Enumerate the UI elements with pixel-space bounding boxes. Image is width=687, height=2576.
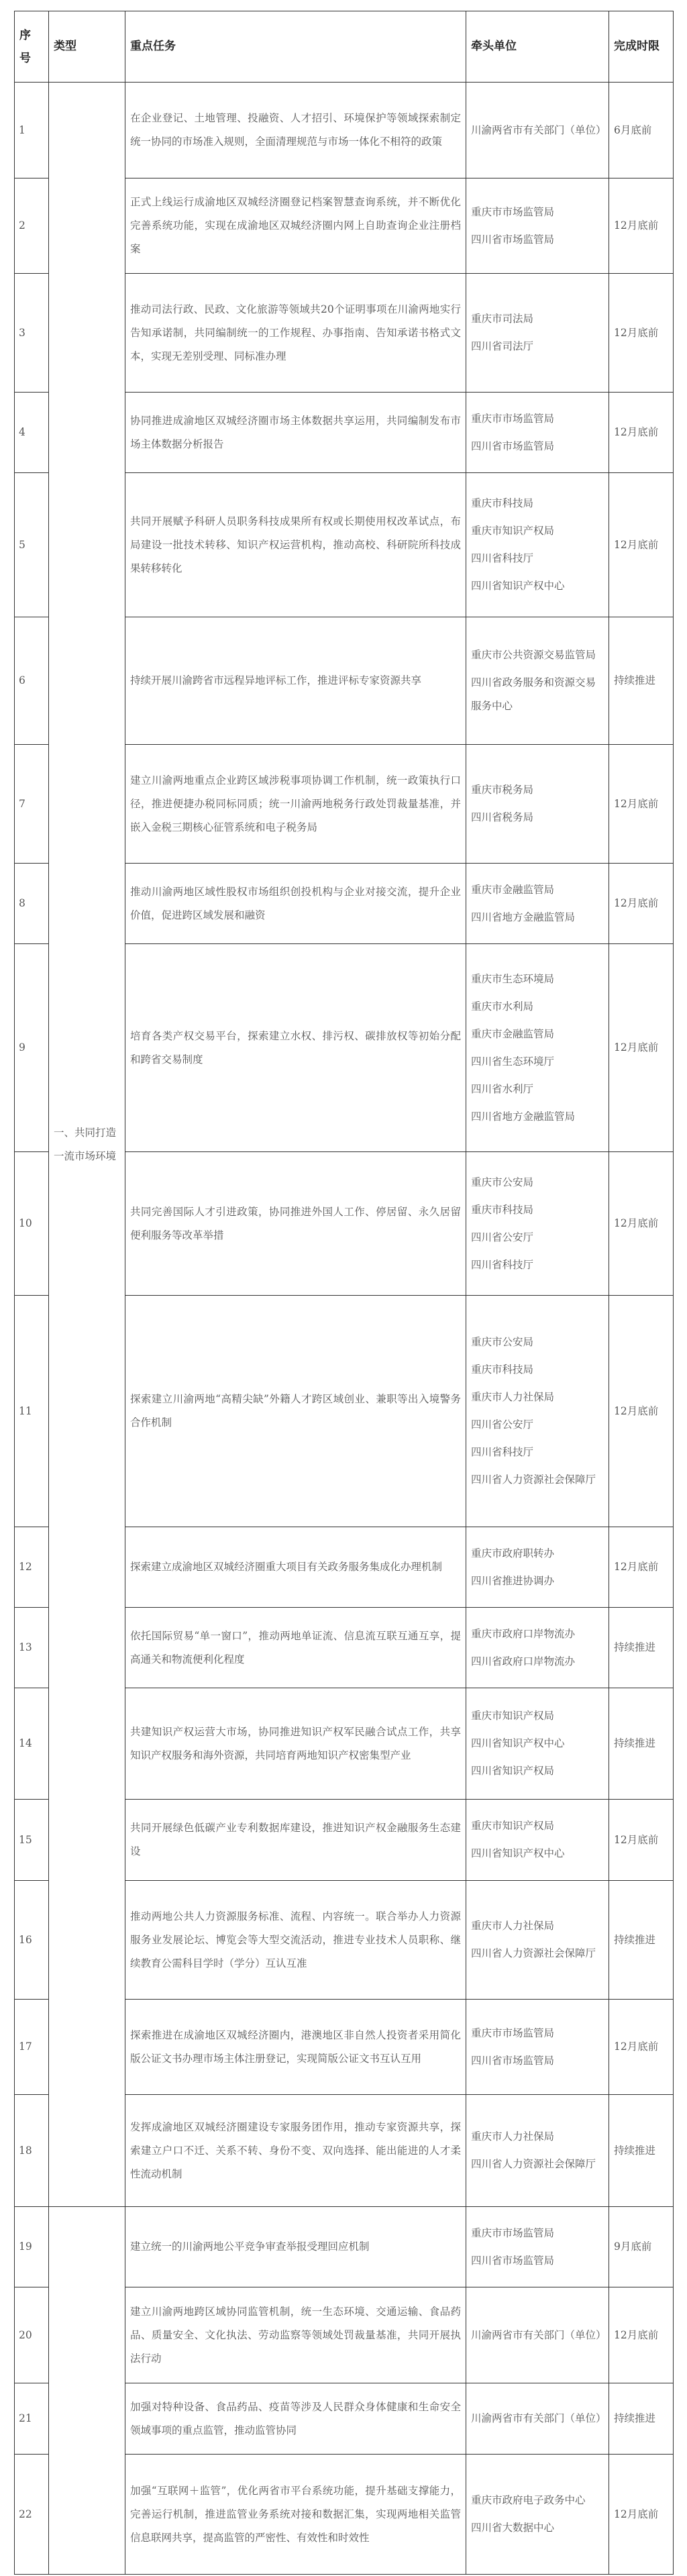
lead-unit: 重庆市公安局 bbox=[471, 1176, 534, 1188]
row-deadline: 12月底前 bbox=[609, 1296, 674, 1527]
row-task: 推动川渝两地区域性股权市场组织创投机构与企业对接交流，提升企业价值，促进跨区域发展和融资 bbox=[125, 864, 466, 944]
row-task: 共同完善国际人才引进政策，协同推进外国人工作、停居留、永久居留便利服务等改革举措 bbox=[125, 1152, 466, 1296]
lead-unit: 四川省公安厅 bbox=[471, 1231, 534, 1243]
header-lead-unit: 牵头单位 bbox=[466, 11, 609, 83]
row-deadline: 12月底前 bbox=[609, 393, 674, 473]
lead-unit: 重庆市科技局 bbox=[471, 497, 534, 509]
lead-unit: 重庆市市场监管局 bbox=[471, 2026, 555, 2039]
lead-unit: 四川省市场监管局 bbox=[471, 233, 555, 246]
lead-unit: 四川省推进协调办 bbox=[471, 1574, 555, 1587]
row-seq: 3 bbox=[15, 274, 49, 393]
row-lead-units bbox=[466, 1527, 609, 1608]
row-seq: 2 bbox=[15, 178, 49, 274]
row-seq: 13 bbox=[15, 1608, 49, 1688]
row-deadline: 12月底前 bbox=[609, 1527, 674, 1608]
row-deadline: 12月底前 bbox=[609, 2287, 674, 2383]
lead-unit: 重庆市知识产权局 bbox=[471, 1820, 555, 1832]
row-task: 在企业登记、土地管理、投融资、人才招引、环境保护等领域探索制定统一协同的市场准入规则，全面清理规范与市场一体化不相符的政策 bbox=[125, 83, 466, 178]
type-group-cell: 一、共同打造一流市场环境 bbox=[49, 83, 125, 2207]
row-seq: 6 bbox=[15, 617, 49, 745]
lead-unit: 重庆市政府职转办 bbox=[471, 1547, 555, 1559]
row-task: 建立川渝两地跨区域协同监管机制，统一生态环境、交通运输、食品药品、质量安全、文化执法、劳动监察等领域处罚裁量基准，共同开展执法行动 bbox=[125, 2287, 466, 2383]
row-lead-units bbox=[466, 1608, 609, 1688]
row-task: 建立川渝两地重点企业跨区域涉税事项协调工作机制，统一政策执行口径，推进便捷办税同标同质；统一川渝两地税务行政处罚裁量基准，并嵌入金税三期核心征管系统和电子税务局 bbox=[125, 745, 466, 864]
row-seq: 10 bbox=[15, 1152, 49, 1296]
row-lead-units bbox=[466, 1800, 609, 1881]
row-seq: 8 bbox=[15, 864, 49, 944]
row-seq: 16 bbox=[15, 1881, 49, 2000]
lead-unit: 重庆市金融监管局 bbox=[471, 883, 555, 896]
row-lead-units bbox=[466, 274, 609, 393]
row-deadline: 12月底前 bbox=[609, 1152, 674, 1296]
row-task: 探索建立川渝两地“高精尖缺”外籍人才跨区域创业、兼职等出入境警务合作机制 bbox=[125, 1296, 466, 1527]
row-deadline: 12月底前 bbox=[609, 274, 674, 393]
lead-unit: 重庆市政府电子政务中心 bbox=[471, 2494, 586, 2506]
header-task: 重点任务 bbox=[125, 11, 466, 83]
row-seq: 9 bbox=[15, 944, 49, 1152]
lead-unit: 重庆市人力社保局 bbox=[471, 1391, 555, 1403]
lead-unit: 川渝两省市有关部门（单位） bbox=[471, 2328, 606, 2341]
lead-unit: 重庆市知识产权局 bbox=[471, 1710, 555, 1722]
lead-unit: 重庆市金融监管局 bbox=[471, 1027, 555, 1040]
row-lead-units bbox=[466, 1296, 609, 1527]
row-task: 推动两地公共人力资源服务标准、流程、内容统一。联合举办人力资源服务业发展论坛、博览会等大型交流活动，推进专业技术人员职称、继续教育公需科目学时（学分）互认互准 bbox=[125, 1881, 466, 2000]
row-task: 加强“互联网＋监管”，优化两省市平台系统功能，提升基础支撑能力，完善运行机制，推进监管业务系统对接和数据汇集，实现两地相关监管信息联网共享，提高监管的严密性、有效性和时效性 bbox=[125, 2455, 466, 2575]
row-lead-units bbox=[466, 1688, 609, 1800]
lead-unit: 四川省政府口岸物流办 bbox=[471, 1655, 576, 1667]
row-deadline: 12月底前 bbox=[609, 2000, 674, 2095]
row-lead-units bbox=[466, 2000, 609, 2095]
lead-unit: 四川省政务服务和资源交易服务中心 bbox=[471, 676, 596, 712]
row-seq: 1 bbox=[15, 83, 49, 178]
lead-unit: 四川省人力资源社会保障厅 bbox=[471, 1474, 596, 1486]
type-group-cell bbox=[49, 2207, 125, 2575]
task-table bbox=[14, 11, 674, 2575]
lead-unit: 重庆市知识产权局 bbox=[471, 525, 555, 537]
header-seq: 序 号 bbox=[15, 11, 49, 83]
row-seq: 5 bbox=[15, 473, 49, 617]
lead-unit: 川渝两省市有关部门（单位） bbox=[471, 123, 606, 136]
table-row bbox=[15, 2207, 674, 2287]
row-task: 协同推进成渝地区双城经济圈市场主体数据共享运用，共同编制发布市场主体数据分析报告 bbox=[125, 393, 466, 473]
lead-unit: 四川省大数据中心 bbox=[471, 2522, 555, 2534]
header-type: 类型 bbox=[49, 11, 125, 83]
lead-unit: 四川省生态环境厅 bbox=[471, 1055, 555, 1068]
row-seq: 14 bbox=[15, 1688, 49, 1800]
row-seq: 11 bbox=[15, 1296, 49, 1527]
lead-unit: 四川省市场监管局 bbox=[471, 2254, 555, 2267]
lead-unit: 重庆市司法局 bbox=[471, 313, 534, 325]
row-task: 共同开展赋予科研人员职务科技成果所有权或长期使用权改革试点，布局建设一批技术转移、知识产权运营机构，推动高校、科研院所科技成果转移转化 bbox=[125, 473, 466, 617]
table-body bbox=[15, 83, 674, 2575]
row-task: 正式上线运行成渝地区双城经济圈登记档案智慧查询系统，并不断优化完善系统功能，实现在成渝地区双城经济圈内网上自助查询企业注册档案 bbox=[125, 178, 466, 274]
row-task: 探索建立成渝地区双城经济圈重大项目有关政务服务集成化办理机制 bbox=[125, 1527, 466, 1608]
row-seq: 17 bbox=[15, 2000, 49, 2095]
row-task: 依托国际贸易“单一窗口”，推动两地单证流、信息流互联互通互享，提高通关和物流便利化程度 bbox=[125, 1608, 466, 1688]
row-seq: 22 bbox=[15, 2455, 49, 2575]
row-task: 加强对特种设备、食品药品、疫苗等涉及人民群众身体健康和生命安全领域事项的重点监管，推动监管协同 bbox=[125, 2383, 466, 2455]
row-task: 发挥成渝地区双城经济圈建设专家服务团作用，推动专家资源共享，探索建立户口不迁、关系不转、身份不变、双向选择、能出能进的人才柔性流动机制 bbox=[125, 2095, 466, 2207]
lead-unit: 四川省知识产权中心 bbox=[471, 1847, 565, 1859]
row-deadline: 12月底前 bbox=[609, 864, 674, 944]
lead-unit: 四川省知识产权局 bbox=[471, 1765, 555, 1777]
lead-unit: 四川省市场监管局 bbox=[471, 440, 555, 452]
row-task: 探索推进在成渝地区双城经济圈内，港澳地区非自然人投资者采用简化版公证文书办理市场主体注册登记，实现简版公证文书互认互用 bbox=[125, 2000, 466, 2095]
lead-unit: 四川省司法厅 bbox=[471, 340, 534, 352]
lead-unit: 重庆市公共资源交易监管局 bbox=[471, 649, 596, 661]
row-seq: 19 bbox=[15, 2207, 49, 2287]
row-seq: 21 bbox=[15, 2383, 49, 2455]
row-deadline: 12月底前 bbox=[609, 745, 674, 864]
row-lead-units bbox=[466, 864, 609, 944]
row-lead-units bbox=[466, 1881, 609, 2000]
lead-unit: 四川省市场监管局 bbox=[471, 2054, 555, 2067]
row-seq: 20 bbox=[15, 2287, 49, 2383]
row-lead-units bbox=[466, 2207, 609, 2287]
row-task: 持续开展川渝跨省市远程异地评标工作，推进评标专家资源共享 bbox=[125, 617, 466, 745]
lead-unit: 四川省人力资源社会保障厅 bbox=[471, 2158, 596, 2170]
table-row bbox=[15, 83, 674, 178]
row-deadline: 持续推进 bbox=[609, 1608, 674, 1688]
row-lead-units bbox=[466, 2383, 609, 2455]
row-task: 培育各类产权交易平台，探索建立水权、排污权、碳排放权等初始分配和跨省交易制度 bbox=[125, 944, 466, 1152]
row-deadline: 12月底前 bbox=[609, 178, 674, 274]
row-seq: 12 bbox=[15, 1527, 49, 1608]
row-deadline: 持续推进 bbox=[609, 617, 674, 745]
row-seq: 18 bbox=[15, 2095, 49, 2207]
row-deadline: 12月底前 bbox=[609, 473, 674, 617]
row-lead-units bbox=[466, 178, 609, 274]
table-header-row bbox=[15, 11, 674, 83]
lead-unit: 重庆市水利局 bbox=[471, 1000, 534, 1013]
row-task: 推动司法行政、民政、文化旅游等领域共20个证明事项在川渝两地实行告知承诺制，共同编制统一的工作规程、办事指南、告知承诺书格式文本，实现无差别受理、同标准办理 bbox=[125, 274, 466, 393]
row-task: 共同开展绿色低碳产业专利数据库建设，推进知识产权金融服务生态建设 bbox=[125, 1800, 466, 1881]
lead-unit: 重庆市政府口岸物流办 bbox=[471, 1627, 576, 1640]
row-lead-units bbox=[466, 2095, 609, 2207]
row-lead-units bbox=[466, 83, 609, 178]
row-deadline: 持续推进 bbox=[609, 1688, 674, 1800]
lead-unit: 重庆市市场监管局 bbox=[471, 2226, 555, 2239]
lead-unit: 重庆市人力社保局 bbox=[471, 2130, 555, 2143]
row-lead-units bbox=[466, 393, 609, 473]
row-deadline: 持续推进 bbox=[609, 2383, 674, 2455]
row-task: 共建知识产权运营大市场，协同推进知识产权军民融合试点工作，共享知识产权服务和海外资源，共同培育两地知识产权密集型产业 bbox=[125, 1688, 466, 1800]
lead-unit: 重庆市科技局 bbox=[471, 1363, 534, 1376]
lead-unit: 重庆市科技局 bbox=[471, 1203, 534, 1216]
lead-unit: 四川省科技厅 bbox=[471, 552, 534, 564]
row-deadline: 持续推进 bbox=[609, 2095, 674, 2207]
row-deadline: 12月底前 bbox=[609, 2455, 674, 2575]
row-lead-units bbox=[466, 473, 609, 617]
lead-unit: 四川省税务局 bbox=[471, 811, 534, 823]
lead-unit: 四川省科技厅 bbox=[471, 1258, 534, 1271]
row-seq: 7 bbox=[15, 745, 49, 864]
row-lead-units bbox=[466, 2287, 609, 2383]
row-task: 建立统一的川渝两地公平竞争审查举报受理回应机制 bbox=[125, 2207, 466, 2287]
row-seq: 4 bbox=[15, 393, 49, 473]
lead-unit: 重庆市市场监管局 bbox=[471, 205, 555, 218]
lead-unit: 重庆市人力社保局 bbox=[471, 1920, 555, 1932]
row-deadline: 6月底前 bbox=[609, 83, 674, 178]
row-deadline: 9月底前 bbox=[609, 2207, 674, 2287]
row-lead-units bbox=[466, 745, 609, 864]
row-lead-units bbox=[466, 1152, 609, 1296]
lead-unit: 川渝两省市有关部门（单位） bbox=[471, 2412, 606, 2424]
lead-unit: 四川省公安厅 bbox=[471, 1419, 534, 1431]
lead-unit: 重庆市公安局 bbox=[471, 1336, 534, 1348]
row-deadline: 12月底前 bbox=[609, 1800, 674, 1881]
row-lead-units bbox=[466, 617, 609, 745]
lead-unit: 四川省水利厅 bbox=[471, 1082, 534, 1095]
lead-unit: 重庆市生态环境局 bbox=[471, 972, 555, 985]
lead-unit: 四川省人力资源社会保障厅 bbox=[471, 1947, 596, 1959]
lead-unit: 四川省地方金融监管局 bbox=[471, 911, 576, 923]
lead-unit: 重庆市市场监管局 bbox=[471, 412, 555, 425]
lead-unit: 四川省知识产权中心 bbox=[471, 1737, 565, 1749]
row-lead-units bbox=[466, 944, 609, 1152]
row-deadline: 12月底前 bbox=[609, 944, 674, 1152]
lead-unit: 四川省地方金融监管局 bbox=[471, 1110, 576, 1123]
lead-unit: 四川省知识产权中心 bbox=[471, 580, 565, 592]
lead-unit: 重庆市税务局 bbox=[471, 784, 534, 796]
row-deadline: 持续推进 bbox=[609, 1881, 674, 2000]
header-deadline: 完成时限 bbox=[609, 11, 674, 83]
row-lead-units bbox=[466, 2455, 609, 2575]
row-seq: 15 bbox=[15, 1800, 49, 1881]
lead-unit: 四川省科技厅 bbox=[471, 1446, 534, 1458]
